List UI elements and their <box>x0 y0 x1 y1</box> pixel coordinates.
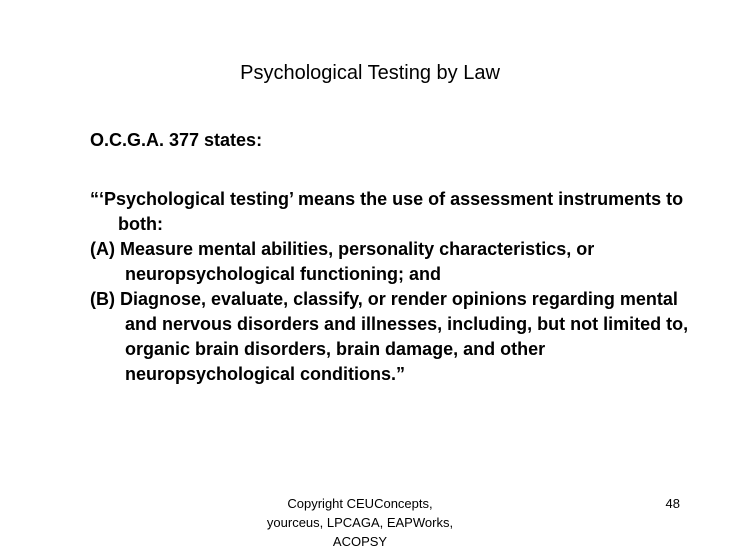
item-marker: (B) <box>90 289 115 309</box>
statute-intro: O.C.G.A. 377 states: <box>90 130 263 150</box>
footer-copyright <box>250 494 470 551</box>
copyright-line: yourceus, LPCAGA, EAPWorks, <box>266 515 454 530</box>
page-number: 48 <box>665 496 680 511</box>
item-text: Measure mental abilities, personality characteristics, or neuropsychological functioning; and <box>120 239 595 284</box>
slide-body <box>90 128 690 387</box>
copyright-line: Copyright CEUConcepts, <box>287 496 433 511</box>
slide-title: Psychological Testing by Law <box>240 62 500 84</box>
definition-item-a <box>90 237 690 287</box>
item-marker: (A) <box>90 239 115 259</box>
definition-item-b <box>90 287 690 387</box>
definition-lead: “‘Psychological testing’ means the use of assessment instruments to both: <box>90 189 684 234</box>
copyright-line: ACOPSY <box>332 534 388 549</box>
item-text: Diagnose, evaluate, classify, or render opinions regarding mental and nervous disorders and illnesses, including, but not limited to, organic brain disorders, brain damage, and other neuropsychological conditions.” <box>120 289 689 384</box>
